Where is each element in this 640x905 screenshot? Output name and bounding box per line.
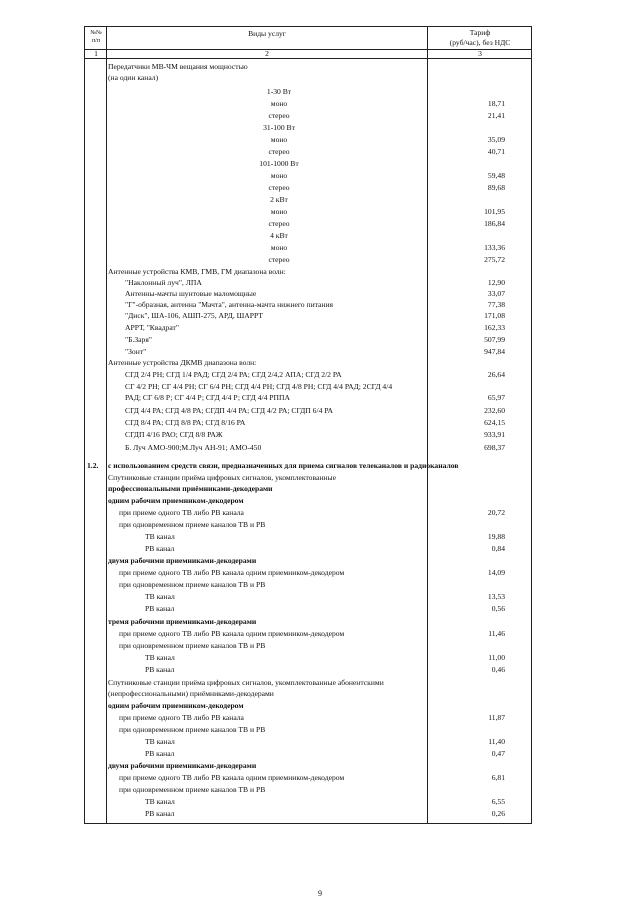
- column-divider-2: [427, 27, 428, 823]
- table-row-label: стерео: [268, 255, 290, 264]
- tariff-value: 0,26: [491, 809, 505, 818]
- tariff-value: 59,48: [487, 171, 505, 180]
- table-row-label: 101-1000 Вт: [259, 159, 299, 168]
- table-row-label: ТВ канал: [145, 737, 175, 746]
- table-row-label: при одновременном приеме каналов ТВ и РВ: [119, 785, 266, 794]
- index-col-1: 1: [94, 49, 98, 58]
- tariff-value: 6,55: [491, 797, 505, 806]
- tariff-value: 933,91: [484, 430, 505, 439]
- tariff-value: 0,84: [491, 544, 505, 553]
- tariff-value: 171,08: [484, 311, 505, 320]
- table-row-label: РВ канал: [145, 544, 175, 553]
- tariff-table: [84, 26, 532, 824]
- table-row-label: при одновременном приеме каналов ТВ и РВ: [119, 725, 266, 734]
- page-number: 9: [318, 889, 322, 898]
- table-row-label: СГД 2/4 РН; СГД 1/4 РАД; СГД 2/4 РА; СГД 2/4,2 АПА; СГД 2/2 РА: [125, 370, 342, 379]
- tariff-value: 33,07: [487, 289, 505, 298]
- column-header-number: №№ п/п: [90, 30, 102, 44]
- table-row-label: СГДП 4/16 РАО; СГД 8/8 РАЖ: [125, 430, 223, 439]
- index-col-3: 3: [478, 49, 482, 58]
- tariff-value: 507,99: [484, 335, 505, 344]
- tariff-value: 11,40: [488, 737, 505, 746]
- table-row-label: профессиональными приёмниками-декодерами: [108, 484, 273, 493]
- table-row-label: стерео: [268, 111, 290, 120]
- tariff-value: 11,46: [488, 629, 505, 638]
- table-row-label: Антенные устройства ДКМВ диапазона волн:: [108, 358, 257, 367]
- table-row-label: СГД 8/4 РА; СГД 8/8 РА; СГД 8/16 РА: [125, 418, 246, 427]
- table-row-label: "Г"-образная, антенна "Мачта", антенна-мачта нижнего питания: [125, 300, 334, 309]
- tariff-value: 624,15: [484, 418, 505, 427]
- table-row-label: РВ канал: [145, 749, 175, 758]
- table-row-label: 4 кВт: [270, 231, 288, 240]
- table-row-label: РВ канал: [145, 665, 175, 674]
- table-row-label: СГД 4/4 РА; СГД 4/8 РА; СГДП 4/4 РА; СГД 4/2 РА; СГДП 6/4 РА: [125, 406, 334, 415]
- table-row-label: "Зонт": [125, 347, 147, 356]
- table-row-label: тремя рабочими приемниками-декодерами: [108, 617, 257, 626]
- tariff-value: 947,84: [484, 347, 505, 356]
- table-row-label: "Диск", ША-106, АШП-275, АРД, ШАРРТ: [125, 311, 263, 320]
- table-row-label: "Б.Заря": [125, 335, 152, 344]
- table-row-label: Б. Луч АМО-900;М.Луч АН-91; АМО-450: [125, 443, 262, 452]
- table-row-label: ТВ канал: [145, 592, 175, 601]
- table-row-label: с использованием средств связи, предназначенных для приема сигналов телеканалов и радиоканалов: [108, 461, 459, 470]
- tariff-value: 89,68: [487, 183, 505, 192]
- table-row-label: моно: [270, 135, 288, 144]
- tariff-value: 186,84: [484, 219, 505, 228]
- tariff-value: 12,90: [487, 278, 505, 287]
- tariff-value: 11,00: [488, 653, 505, 662]
- table-row-label: (на один канал): [108, 73, 159, 82]
- table-row-label: АРРТ, "Квадрат": [125, 323, 179, 332]
- table-row-label: при приеме одного ТВ либо РВ канала одним приемником-декодером: [119, 568, 345, 577]
- tariff-value: 0,46: [491, 665, 505, 674]
- tariff-value: 11,87: [488, 713, 505, 722]
- tariff-value: 20,72: [487, 508, 505, 517]
- table-row-label: при одновременном приеме каналов ТВ и РВ: [119, 641, 266, 650]
- table-row-label: двумя рабочими приемниками-декодерами: [108, 556, 257, 565]
- table-row-label: (непрофессиональными) приёмниками-декодерами: [108, 689, 274, 698]
- table-row-label: Антенные устройства КМВ, ГМВ, ГМ диапазона волн:: [108, 267, 286, 276]
- table-row-label: СГ 4/2 РН; СГ 4/4 РН; СГ 6/4 РН; СГД 4/4 РН; СГД 4/8 РН; СГД 4/4 РАД; 2СГД 4/4: [125, 382, 393, 391]
- table-row-label: при приеме одного ТВ либо РВ канала: [119, 713, 244, 722]
- tariff-value: 21,41: [487, 111, 505, 120]
- column-header-service: Виды услуг: [248, 29, 286, 38]
- table-row-label: при приеме одного ТВ либо РВ канала одним приемником-декодером: [119, 629, 345, 638]
- tariff-value: 77,38: [487, 300, 505, 309]
- tariff-value: 19,88: [487, 532, 505, 541]
- tariff-value: 18,71: [487, 99, 505, 108]
- table-row-label: ТВ канал: [145, 532, 175, 541]
- table-row-label: 1-30 Вт: [266, 87, 292, 96]
- table-row-label: при приеме одного ТВ либо РВ канала: [119, 508, 244, 517]
- table-row-label: при приеме одного ТВ либо РВ канала одним приемником-декодером: [119, 773, 345, 782]
- table-row-label: ТВ канал: [145, 797, 175, 806]
- tariff-value: 65,97: [487, 393, 505, 402]
- tariff-value: 26,64: [487, 370, 505, 379]
- tariff-value: 6,81: [491, 773, 505, 782]
- tariff-value: 40,71: [487, 147, 505, 156]
- tariff-value: 101,95: [484, 207, 505, 216]
- tariff-value: 232,60: [484, 406, 505, 415]
- tariff-value: 698,37: [484, 443, 505, 452]
- table-row-label: моно: [270, 99, 288, 108]
- index-row-divider: [85, 58, 531, 59]
- tariff-value: 13,53: [487, 592, 505, 601]
- table-row-label: одним рабочим приемником-декодером: [108, 496, 244, 505]
- table-row-label: двумя рабочими приемниками-декодерами: [108, 761, 257, 770]
- table-row-label: моно: [270, 207, 288, 216]
- table-row-label: Спутниковые станции приёма цифровых сигналов, укомплектованные: [108, 473, 336, 482]
- table-row-label: РВ канал: [145, 604, 175, 613]
- table-row-label: моно: [270, 171, 288, 180]
- column-divider-1: [106, 27, 107, 823]
- table-row-label: при одновременном приеме каналов ТВ и РВ: [119, 580, 266, 589]
- table-row-label: Передатчики МВ-ЧМ вещания мощностью: [108, 62, 248, 71]
- row-number: 1.2.: [87, 461, 99, 470]
- table-row-label: при одновременном приеме каналов ТВ и РВ: [119, 520, 266, 529]
- table-row-label: Спутниковые станции приёма цифровых сигналов, укомплектованные абонентскими: [108, 678, 384, 687]
- tariff-value: 0,47: [491, 749, 505, 758]
- header-divider: [85, 49, 531, 50]
- table-row-label: РАД; СГ 6/8 Р; СГ 4/4 Р; СГД 4/4 Р; СГД 4/4 РППА: [125, 393, 290, 402]
- table-row-label: стерео: [268, 219, 290, 228]
- tariff-value: 133,36: [484, 243, 505, 252]
- tariff-value: 0,56: [491, 604, 505, 613]
- tariff-value: 35,09: [487, 135, 505, 144]
- table-row-label: Антенны-мачты шунтовые маломощные: [125, 289, 257, 298]
- table-row-label: 2 кВт: [270, 195, 288, 204]
- table-row-label: стерео: [268, 147, 290, 156]
- table-row-label: ТВ канал: [145, 653, 175, 662]
- table-row-label: РВ канал: [145, 809, 175, 818]
- tariff-value: 162,33: [484, 323, 505, 332]
- index-col-2: 2: [265, 49, 269, 58]
- table-row-label: 31-100 Вт: [263, 123, 295, 132]
- table-row-label: моно: [270, 243, 288, 252]
- table-row-label: "Наклонный луч", ЛПА: [125, 278, 202, 287]
- table-row-label: стерео: [268, 183, 290, 192]
- tariff-value: 14,09: [487, 568, 505, 577]
- tariff-value: 275,72: [484, 255, 505, 264]
- column-header-tariff: Тариф (руб/час), без НДС: [449, 28, 511, 47]
- table-row-label: одним рабочим приемником-декодером: [108, 701, 244, 710]
